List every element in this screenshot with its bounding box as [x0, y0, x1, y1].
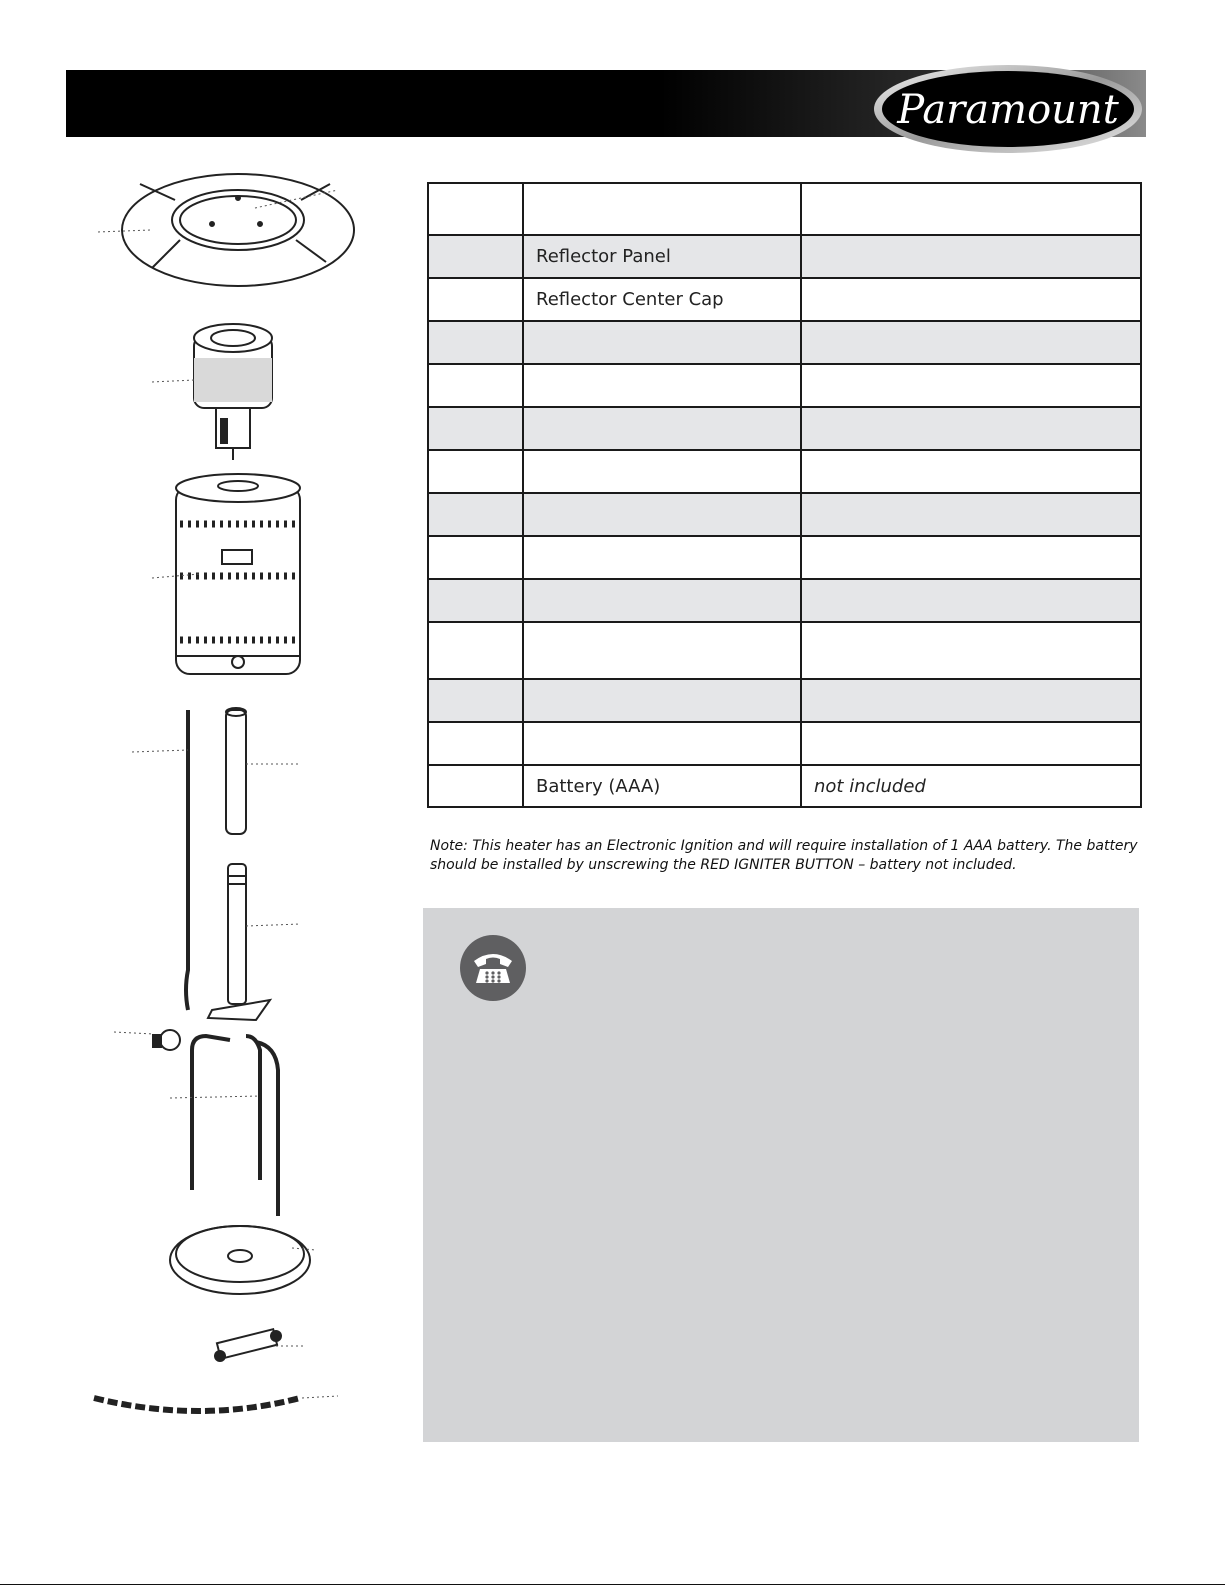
base-drawing [170, 1226, 310, 1294]
part-quantity-cell [801, 235, 1141, 278]
part-description-cell [523, 407, 801, 450]
emitter-drawing [194, 324, 272, 460]
part-number-cell [428, 579, 523, 622]
parts-row [428, 765, 1141, 807]
wheel-axle-drawing [214, 1329, 282, 1362]
legs-drawing [192, 1036, 278, 1216]
regulator-drawing [152, 1030, 180, 1050]
part-description-cell [523, 579, 801, 622]
part-description-cell: Reflector Panel [523, 235, 801, 278]
housing-drawing [176, 474, 300, 674]
parts-row [428, 235, 1141, 278]
part-quantity-cell [801, 536, 1141, 579]
part-description-cell: Reflector Center Cap [523, 278, 801, 321]
part-number-cell [428, 364, 523, 407]
part-quantity-cell [801, 407, 1141, 450]
part-number-cell [428, 450, 523, 493]
parts-row [428, 493, 1141, 536]
telephone-icon [460, 935, 526, 1001]
parts-diagram [80, 170, 360, 1430]
part-quantity-cell [801, 321, 1141, 364]
parts-row [428, 364, 1141, 407]
parts-table-body [428, 183, 1141, 807]
part-quantity-cell [801, 722, 1141, 765]
part-quantity-cell [801, 183, 1141, 235]
part-quantity-cell [801, 622, 1141, 679]
part-description-cell [523, 450, 801, 493]
part-number-cell [428, 493, 523, 536]
part-number-cell [428, 536, 523, 579]
part-quantity-cell [801, 278, 1141, 321]
part-number-cell [428, 407, 523, 450]
lower-pole-drawing [208, 864, 270, 1020]
parts-row [428, 579, 1141, 622]
part-description-cell [523, 722, 801, 765]
paramount-logo [872, 63, 1144, 155]
part-number-cell [428, 183, 523, 235]
chain-drawing [94, 1398, 300, 1411]
part-number-cell [428, 722, 523, 765]
part-quantity-cell [801, 450, 1141, 493]
part-description-cell [523, 493, 801, 536]
parts-row [428, 321, 1141, 364]
upper-pole-drawing [226, 708, 246, 834]
part-number-cell [428, 321, 523, 364]
part-number-cell [428, 679, 523, 722]
parts-row [428, 183, 1141, 235]
part-description-cell [523, 321, 801, 364]
parts-row [428, 536, 1141, 579]
parts-row [428, 450, 1141, 493]
part-quantity-cell [801, 493, 1141, 536]
part-quantity-cell [801, 364, 1141, 407]
part-number-cell [428, 765, 523, 807]
parts-row [428, 278, 1141, 321]
part-description-cell [523, 679, 801, 722]
battery-note: Note: This heater has an Electronic Ignition and will require installation of 1 AAA battery. The battery should be installed by unscrewing the RED IGNITER BUTTON – battery not included. [430, 838, 1138, 873]
part-description-cell [523, 183, 801, 235]
part-quantity-cell [801, 579, 1141, 622]
part-number-cell [428, 235, 523, 278]
part-number-cell [428, 278, 523, 321]
parts-table [427, 182, 1142, 808]
logo-text: Paramount [897, 87, 1119, 133]
hose-drawing [186, 710, 188, 1010]
parts-row [428, 622, 1141, 679]
part-quantity-cell: not included [801, 765, 1141, 807]
parts-row [428, 407, 1141, 450]
part-quantity-cell [801, 679, 1141, 722]
reflector-drawing [122, 174, 354, 286]
parts-row [428, 722, 1141, 765]
part-description-cell [523, 622, 801, 679]
customer-support-box [423, 908, 1139, 1442]
part-description-cell [523, 364, 801, 407]
part-description-cell [523, 536, 801, 579]
parts-row [428, 679, 1141, 722]
part-description-cell: Battery (AAA) [523, 765, 801, 807]
part-number-cell [428, 622, 523, 679]
